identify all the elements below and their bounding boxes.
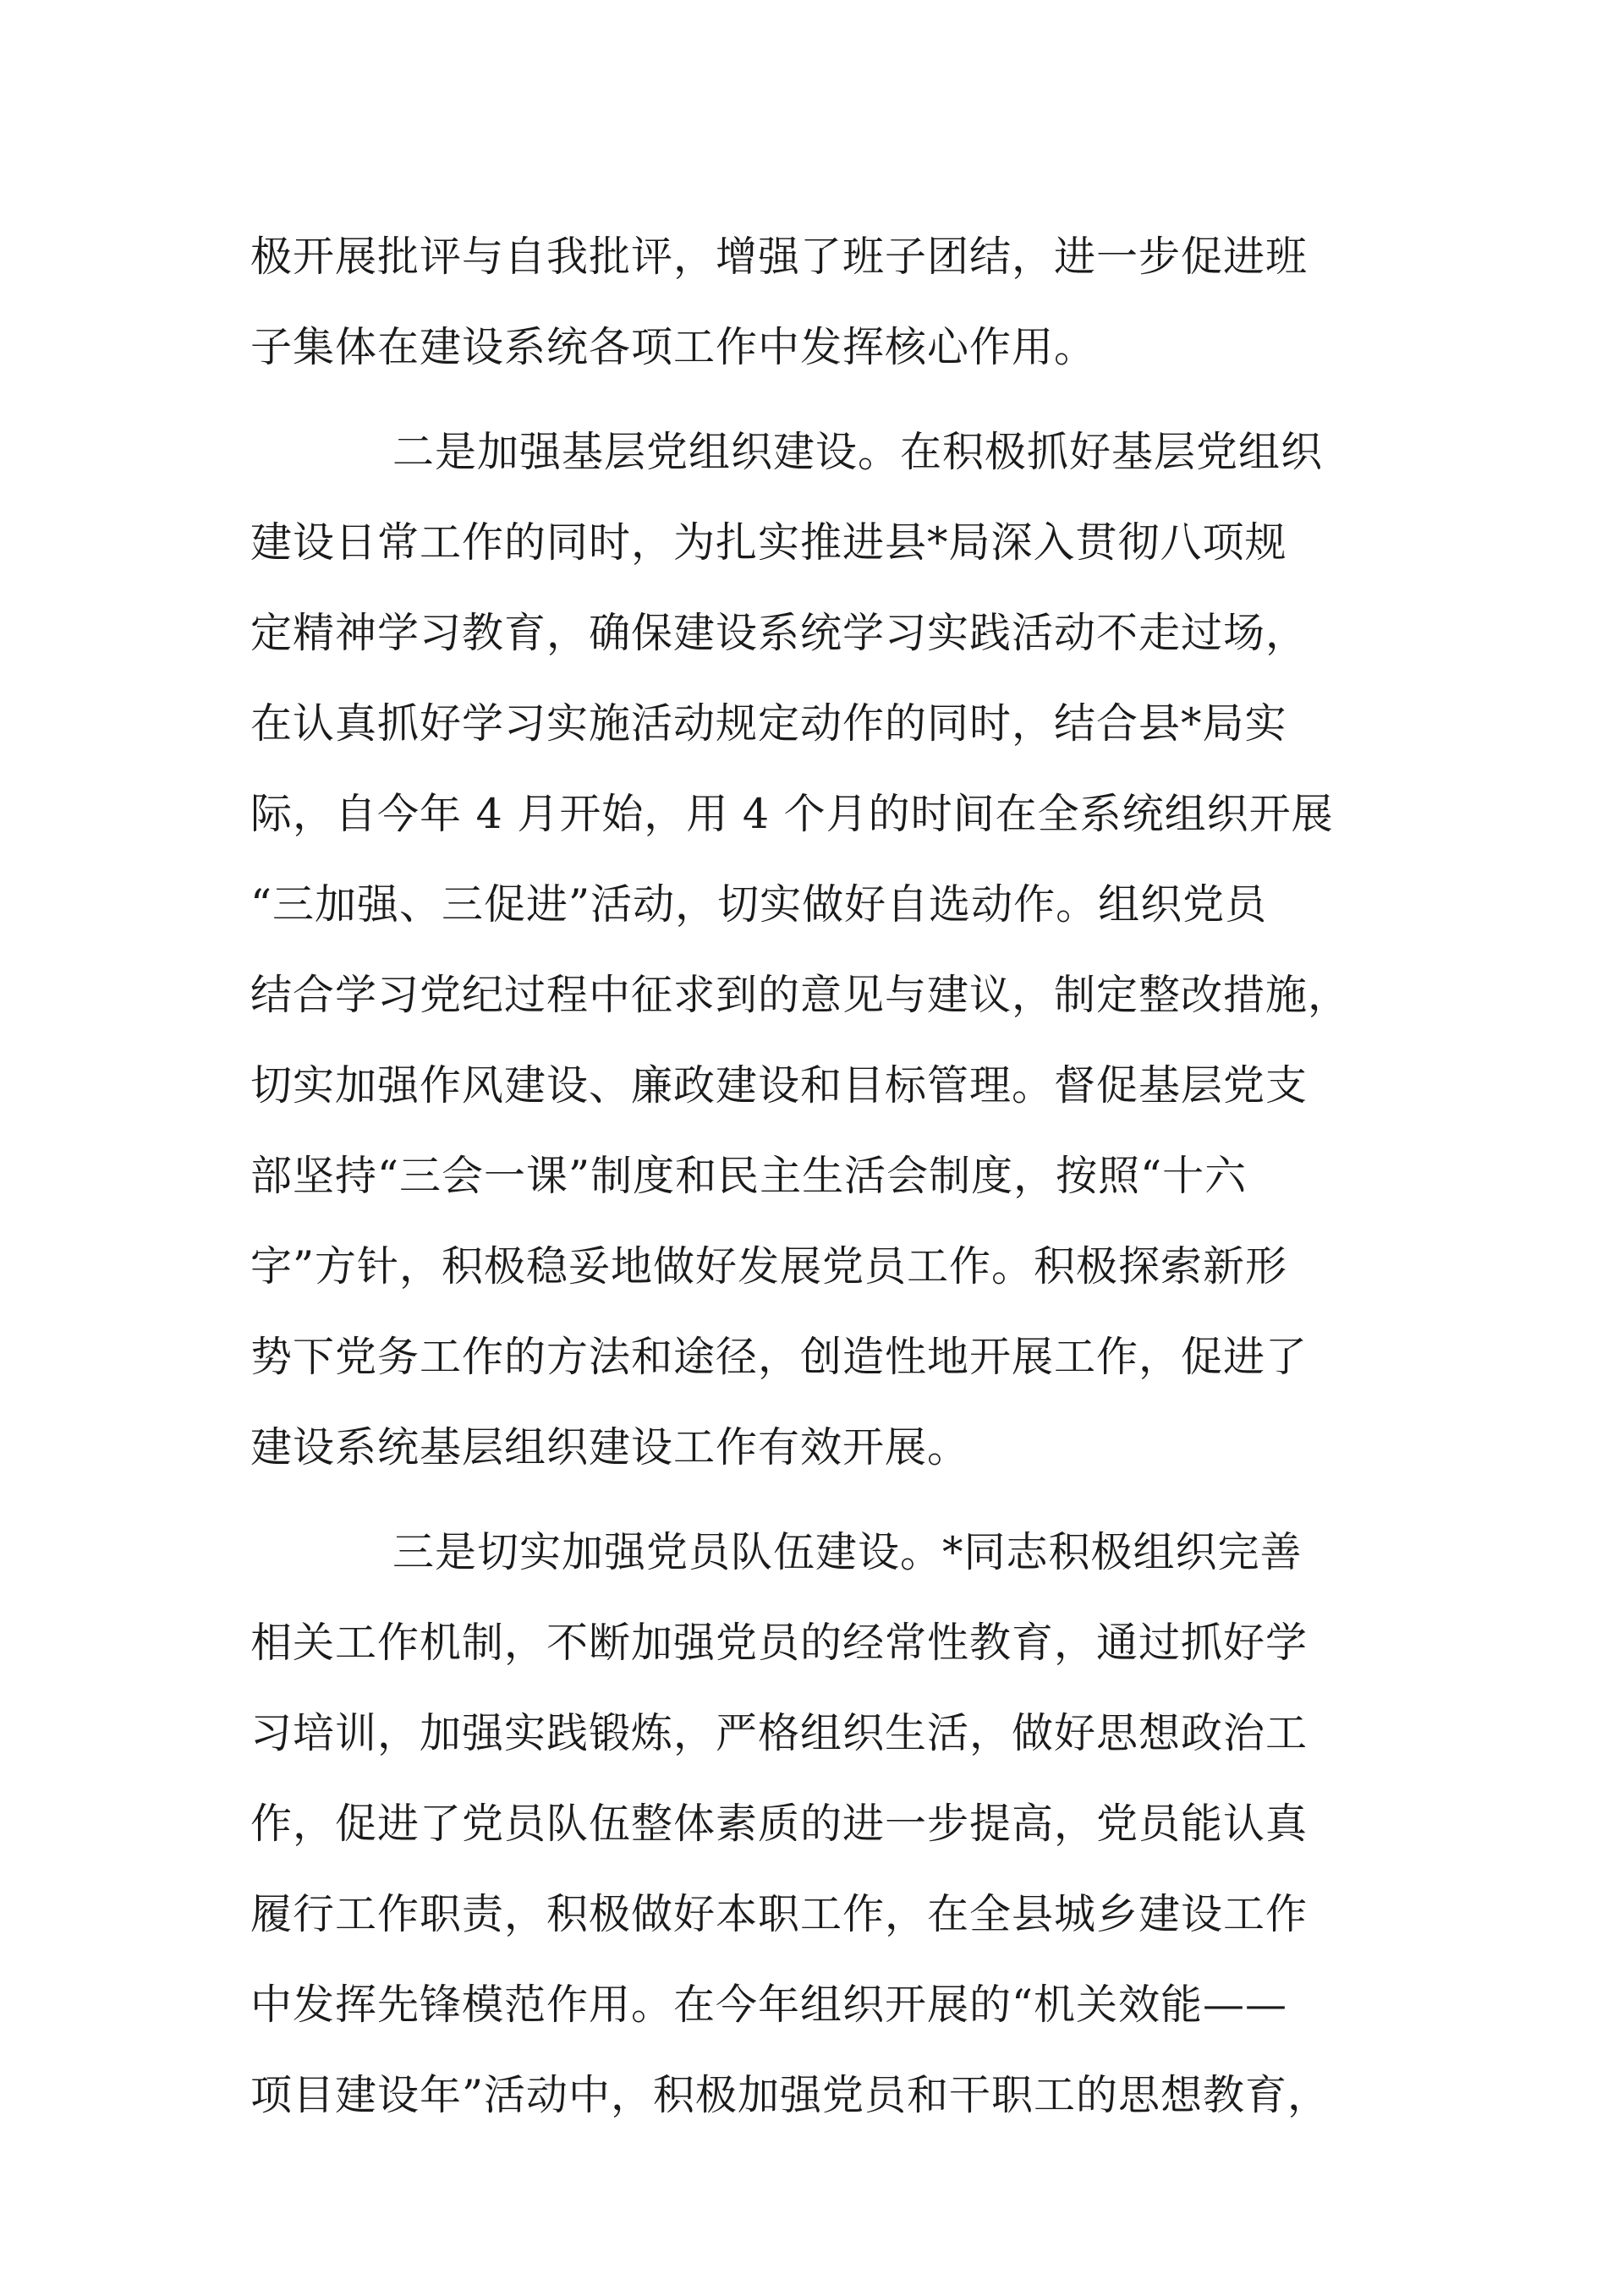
text-line: 建设系统基层组织建设工作有效开展。 bbox=[250, 1423, 970, 1471]
text-line: 字”方针，积极稳妥地做好发展党员工作。积极探索新形 bbox=[250, 1242, 1288, 1290]
text-line: 二是加强基层党组织建设。在积极抓好基层党组织 bbox=[392, 428, 1324, 476]
paragraph-2 bbox=[250, 407, 1384, 1493]
paragraph-spacer bbox=[250, 392, 1384, 407]
text-line: 相关工作机制，不断加强党员的经常性教育，通过抓好学 bbox=[250, 1619, 1309, 1667]
text-line: 三是切实加强党员队伍建设。*同志积极组织完善 bbox=[392, 1528, 1303, 1576]
text-line: “三加强、三促进”活动，切实做好自选动作。组织党员 bbox=[250, 880, 1268, 929]
paragraph-1 bbox=[250, 211, 1384, 392]
document-body bbox=[250, 211, 1384, 2140]
text-line: 履行工作职责，积极做好本职工作，在全县城乡建设工作 bbox=[250, 1890, 1309, 1938]
text-line: 极开展批评与自我批评，增强了班子团结，进一步促进班 bbox=[250, 233, 1309, 281]
text-line: 际，自今年 4 月开始，用 4 个月的时间在全系统组织开展 bbox=[250, 790, 1334, 838]
text-line: 建设日常工作的同时，为扎实推进县*局深入贯彻八项规 bbox=[250, 518, 1287, 567]
text-line: 势下党务工作的方法和途径，创造性地开展工作，促进了 bbox=[250, 1333, 1309, 1381]
text-line: 在认真抓好学习实施活动规定动作的同时，结合县*局实 bbox=[250, 699, 1287, 748]
paragraph-3 bbox=[250, 1507, 1384, 2140]
paragraph-spacer bbox=[250, 1493, 1384, 1507]
text-line: 结合学习党纪过程中征求到的意见与建议，制定整改措施， bbox=[250, 971, 1351, 1019]
text-line: 子集体在建设系统各项工作中发挥核心作用。 bbox=[250, 323, 1097, 371]
text-line: 习培训，加强实践锻炼，严格组织生活，做好思想政治工 bbox=[250, 1709, 1309, 1757]
text-line: 项目建设年”活动中，积极加强党员和干职工的思想教育， bbox=[250, 2071, 1330, 2119]
text-line: 定精神学习教育，确保建设系统学习实践活动不走过场， bbox=[250, 609, 1309, 657]
text-line: 部坚持“三会一课”制度和民主生活会制度，按照“十六 bbox=[250, 1152, 1248, 1200]
text-line: 中发挥先锋模范作用。在今年组织开展的“机关效能—— bbox=[250, 1981, 1288, 2029]
text-line: 切实加强作风建设、廉政建设和目标管理。督促基层党支 bbox=[250, 1061, 1309, 1110]
text-line: 作，促进了党员队伍整体素质的进一步提高，党员能认真 bbox=[250, 1800, 1309, 1848]
